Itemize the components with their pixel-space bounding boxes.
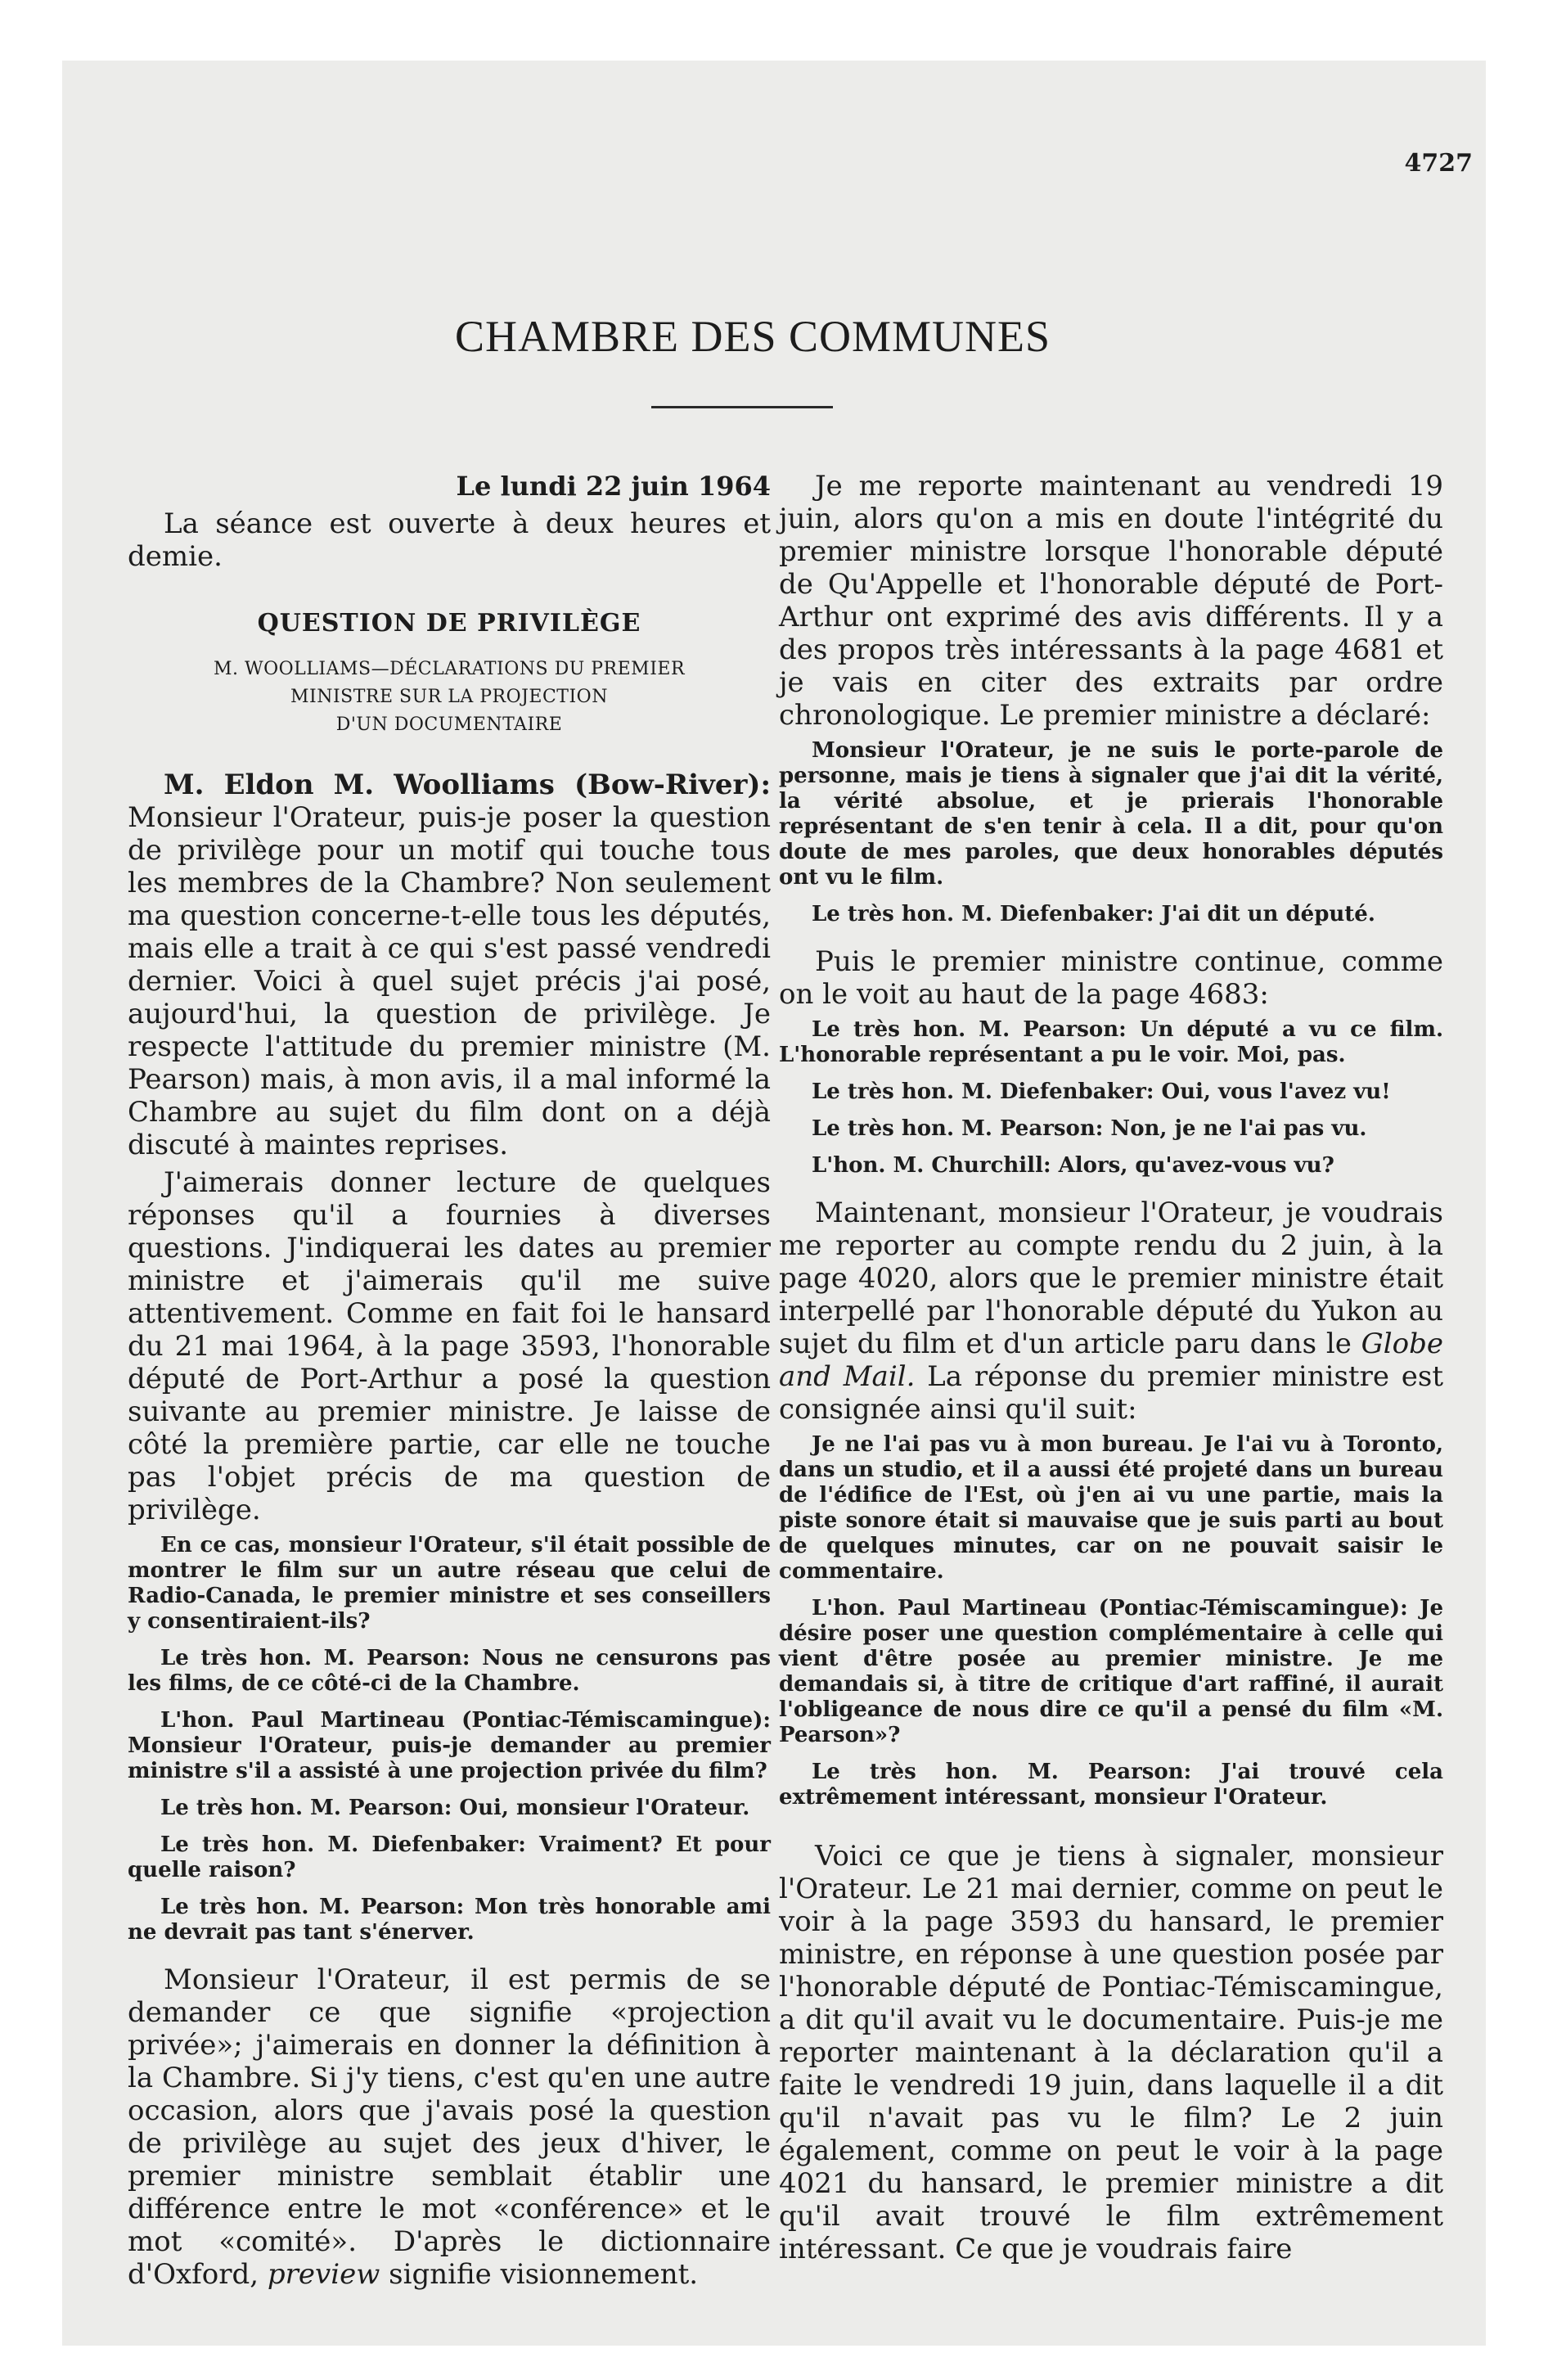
- quoted-exchange: Le très hon. M. Diefenbaker: J'ai dit un député.: [812, 902, 1375, 926]
- quoted-exchange: Le très hon. M. Pearson: J'ai trouvé cela extrêmement intéressant, monsieur l'Orateur.: [779, 1760, 1443, 1810]
- speech-paragraph: J'aimerais donner lecture de quelques réponses qu'il a fournies à diverses questions. J'indiquerai les dates au premier ministre et j'aimerais qu'il me suive attentivement. Comme en fait foi le hansard du 21 mai 1964, à la page 3593, l'honorable député de Port-Arthur a posé la question suivante au premier ministre. Je laisse de côté la première partie, car elle ne touche pas l'objet précis de ma question de privilège.: [128, 1166, 771, 1526]
- sitting-date: Le lundi 22 juin 1964: [456, 471, 771, 502]
- italic-term: preview: [267, 2258, 380, 2291]
- subsection-heading: [128, 656, 771, 739]
- section-title: QUESTION DE PRIVILÈGE: [257, 609, 641, 638]
- speech-paragraph: Puis le premier ministre continue, comme on le voit au haut de la page 4683:: [779, 945, 1443, 1011]
- quoted-exchange: Le très hon. M. Pearson: Oui, monsieur l'Orateur.: [160, 1796, 750, 1820]
- speech-text: Maintenant, monsieur l'Orateur, je voudrais me reporter au compte rendu du 2 juin, à la page 4020, alors que le premier ministre était interpellé par l'honorable député du Yukon au sujet du film et d'un article paru dans le: [779, 1197, 1443, 1360]
- page-number: 4727: [1404, 149, 1473, 178]
- quoted-exchange: L'hon. M. Churchill: Alors, qu'avez-vous vu?: [812, 1153, 1334, 1178]
- sitting-opening: La séance est ouverte à deux heures et demie.: [128, 507, 771, 573]
- journal-title: CHAMBRE DES COMMUNES: [454, 312, 1051, 361]
- speaker-name: M. Eldon M. Woolliams (Bow-River):: [164, 769, 771, 801]
- speech-paragraph: [779, 1197, 1443, 1426]
- title-divider: [651, 406, 833, 408]
- subsection-line-1: M. WOOLLIAMS—DÉCLARATIONS DU PREMIER: [213, 659, 686, 679]
- quoted-exchange: Le très hon. M. Pearson: Non, je ne l'ai pas vu.: [812, 1116, 1367, 1141]
- left-column: [128, 470, 771, 2291]
- right-column: [779, 470, 1443, 2265]
- speech-paragraph: [128, 1963, 771, 2291]
- quoted-exchange: Monsieur l'Orateur, je ne suis le porte-parole de personne, mais je tiens à signaler que j'ai dit la vérité, la vérité absolue, et je prierais l'honorable représentant de s'en tenir à cela. Il a dit, pour qu'on doute de mes paroles, que deux honorables députés ont vu le film.: [779, 738, 1443, 890]
- quoted-exchange: Le très hon. M. Diefenbaker: Oui, vous l'avez vu!: [812, 1080, 1391, 1104]
- quoted-exchange: Le très hon. M. Diefenbaker: Vraiment? Et pour quelle raison?: [128, 1832, 771, 1882]
- quoted-exchange: Le très hon. M. Pearson: Un député a vu ce film. L'honorable représentant a pu le voir. Moi, pas.: [779, 1017, 1443, 1067]
- speech-paragraph: Je me reporte maintenant au vendredi 19 juin, alors qu'on a mis en doute l'intégrité du premier ministre lorsque l'honorable député de Qu'Appelle et l'honorable député de Port-Arthur ont exprimé des avis différents. Il y a des propos très intéressants à la page 4681 et je vais en citer des extraits par ordre chronologique. Le premier ministre a déclaré:: [779, 470, 1443, 732]
- speech-text: Monsieur l'Orateur, il est permis de se demander ce que signifie «projection privée»; j'aimerais en donner la définition à la Chambre. Si j'y tiens, c'est qu'en une autre occasion, alors que j'avais posé la question de privilège au sujet des jeux d'hiver, le premier ministre semblait établir une différence entre le mot «conférence» et le mot «comité». D'après le dictionnaire d'Oxford,: [128, 1963, 771, 2291]
- speech-text: Monsieur l'Orateur, puis-je poser la question de privilège pour un motif qui touche tous les membres de la Chambre? Non seulement ma question concerne-t-elle tous les députés, mais elle a trait à ce qui s'est passé vendredi dernier. Voici à quel sujet précis j'ai posé, aujourd'hui, la question de privilège. Je respecte l'attitude du premier ministre (M. Pearson) mais, à mon avis, il a mal informé la Chambre au sujet du film dont on a déjà discuté à maintes reprises.: [128, 801, 771, 1161]
- speech-text: La réponse du premier ministre est consignée ainsi qu'il suit:: [779, 1360, 1443, 1426]
- subsection-line-2: MINISTRE SUR LA PROJECTION: [290, 687, 608, 707]
- subsection-line-3: D'UN DOCUMENTAIRE: [335, 714, 563, 735]
- speech-paragraph: [128, 769, 771, 1161]
- quoted-exchange: Je ne l'ai pas vu à mon bureau. Je l'ai vu à Toronto, dans un studio, et il a aussi été projeté dans un bureau de l'édifice de l'Est, où j'en ai vu une partie, mais la piste sonore était si mauvaise que je suis parti au bout de quelques minutes, car on ne pouvait saisir le commentaire.: [779, 1432, 1443, 1584]
- quoted-exchange: Le très hon. M. Pearson: Mon très honorable ami ne devrait pas tant s'énerver.: [128, 1895, 771, 1945]
- quoted-exchange: Le très hon. M. Pearson: Nous ne censurons pas les films, de ce côté-ci de la Chambre.: [128, 1646, 771, 1696]
- quoted-exchange: En ce cas, monsieur l'Orateur, s'il était possible de montrer le film sur un autre réseau que celui de Radio-Canada, le premier ministre et ses conseillers y consentiraient-ils?: [128, 1533, 771, 1634]
- quoted-exchange: L'hon. Paul Martineau (Pontiac-Témiscamingue): Je désire poser une question complémentaire à celle qui vient d'être posée au premier ministre. Je me demandais si, à titre de critique d'art raffiné, il aurait l'obligeance de nous dire ce qu'il a pensé du film «M. Pearson»?: [779, 1596, 1443, 1747]
- speech-paragraph: Voici ce que je tiens à signaler, monsieur l'Orateur. Le 21 mai dernier, comme on peut le voir à la page 3593 du hansard, le premier ministre, en réponse à une question posée par l'honorable député de Pontiac-Témiscamingue, a dit qu'il avait vu le documentaire. Puis-je me reporter maintenant à la déclaration qu'il a faite le vendredi 19 juin, dans laquelle il a dit qu'il n'avait pas vu le film? Le 2 juin également, comme on peut le voir à la page 4021 du hansard, le premier ministre a dit qu'il avait trouvé le film extrêmement intéressant. Ce que je voudrais faire: [779, 1840, 1443, 2265]
- quoted-exchange: L'hon. Paul Martineau (Pontiac-Témiscamingue): Monsieur l'Orateur, puis-je demander au premier ministre s'il a assisté à une projection privée du film?: [128, 1708, 771, 1783]
- italic-newspaper-title: Globe and Mail.: [779, 1327, 1443, 1393]
- speech-text: signifie visionnement.: [380, 2258, 699, 2291]
